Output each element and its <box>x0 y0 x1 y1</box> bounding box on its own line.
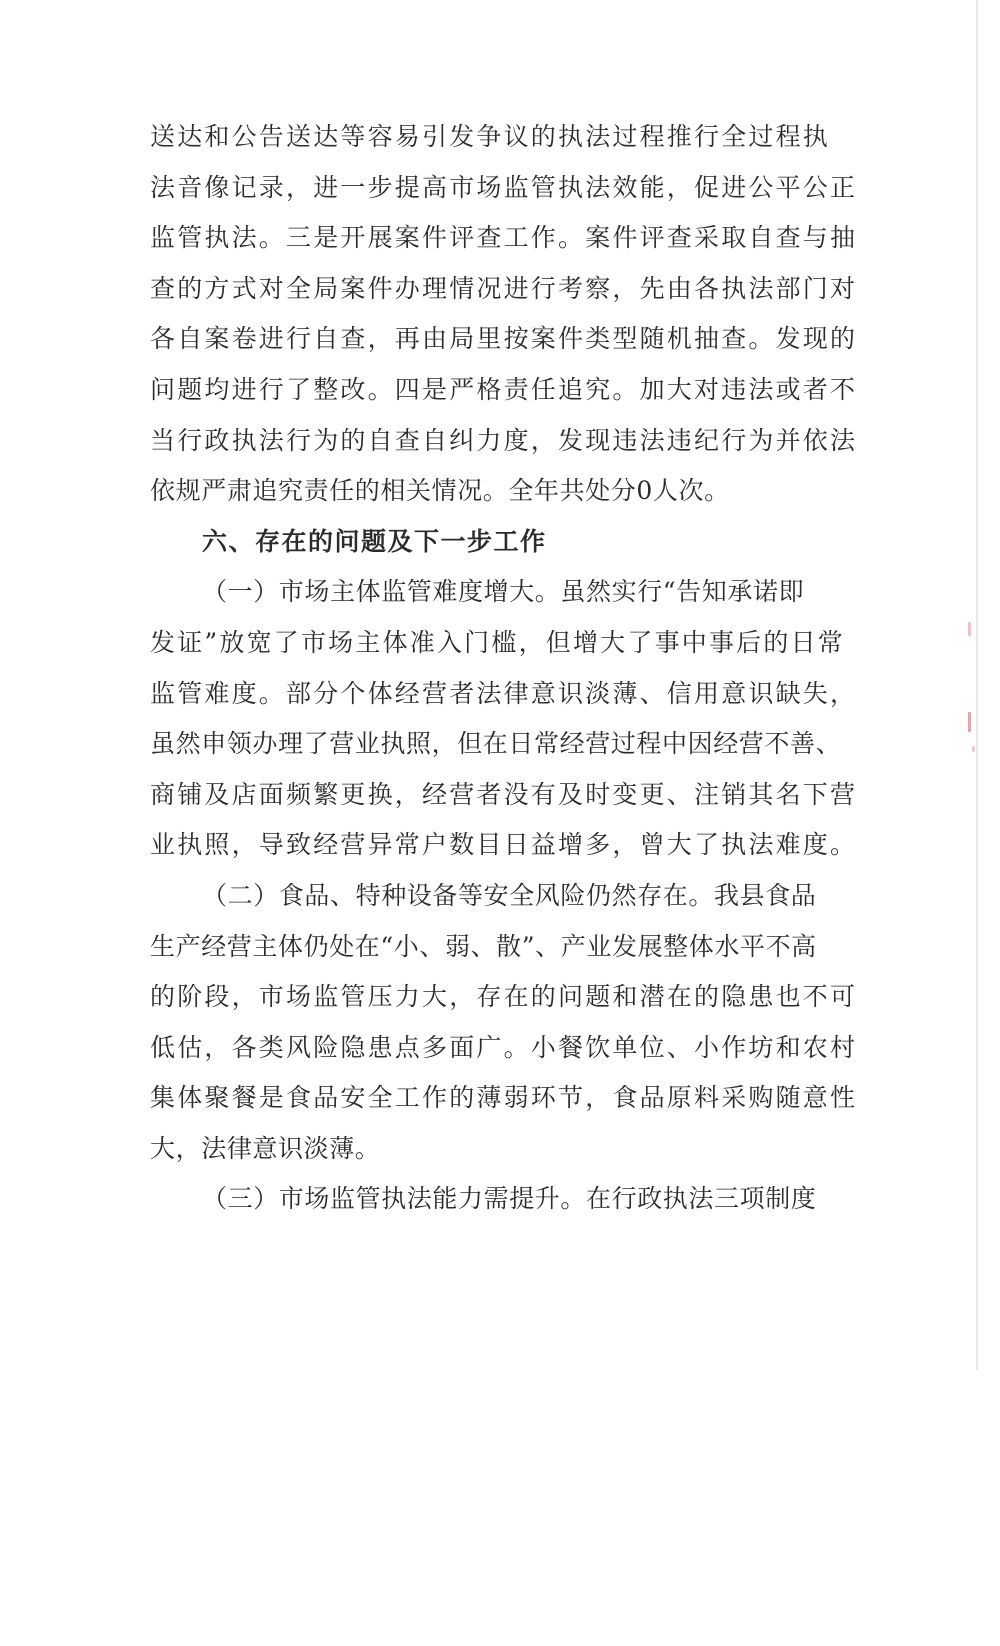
paragraph-first-line: （一）市场主体监管难度增大。虽然实行“告知承诺即 <box>202 577 805 607</box>
body-line: 监管难度。部分个体经营者法律意识淡薄、信用意识缺失， <box>150 678 858 708</box>
body-line: 的阶段，市场监管压力大，存在的问题和潜在的隐患也不可 <box>150 982 858 1012</box>
body-line: 业执照，导致经营异常户数目日益增多，曾大了执法难度。 <box>150 830 858 860</box>
section-heading: 六、存在的问题及下一步工作 <box>202 526 547 556</box>
body-line: 发证”放宽了市场主体准入门槛，但增大了事中事后的日常 <box>150 627 845 657</box>
body-line: 虽然申领办理了营业执照，但在日常经营过程中因经营不善、 <box>150 729 842 759</box>
body-line: 商铺及店面频繁更换，经营者没有及时变更、注销其名下营 <box>150 779 858 809</box>
body-line: 大，法律意识淡薄。 <box>150 1133 381 1163</box>
body-line: 生产经营主体仍处在“小、弱、散”、产业发展整体水平不高 <box>150 931 817 961</box>
body-line: 当行政执法行为的自查自纠力度，发现违法违纪行为并依法 <box>150 425 858 455</box>
body-line: 依规严肃追究责任的相关情况。全年共处分0人次。 <box>150 476 730 506</box>
body-line: 监管执法。三是开展案件评查工作。案件评查采取自查与抽 <box>150 223 858 253</box>
body-line: 查的方式对全局案件办理情况进行考察，先由各执法部门对 <box>150 273 858 303</box>
body-line: 送达和公告送达等容易引发争议的执法过程推行全过程执 <box>150 122 831 151</box>
scan-mark <box>968 622 971 636</box>
body-line: 集体聚餐是食品安全工作的薄弱环节，食品原料采购随意性 <box>150 1083 858 1113</box>
scan-mark <box>968 712 971 732</box>
body-line: 法音像记录，进一步提高市场监管执法效能，促进公平公正 <box>150 172 858 202</box>
paragraph-first-line: （二）食品、特种设备等安全风险仍然存在。我县食品 <box>202 880 817 910</box>
document-body <box>150 112 858 1225</box>
body-line: 各自案卷进行自查，再由局里按案件类型随机抽查。发现的 <box>150 324 858 354</box>
body-line: 低估，各类风险隐患点多面广。小餐饮单位、小作坊和农村 <box>150 1032 858 1062</box>
page-edge <box>976 0 978 1370</box>
body-line: 问题均进行了整改。四是严格责任追究。加大对违法或者不 <box>150 374 858 404</box>
scan-mark <box>972 746 975 752</box>
paragraph-first-line: （三）市场监管执法能力需提升。在行政执法三项制度 <box>202 1184 817 1214</box>
